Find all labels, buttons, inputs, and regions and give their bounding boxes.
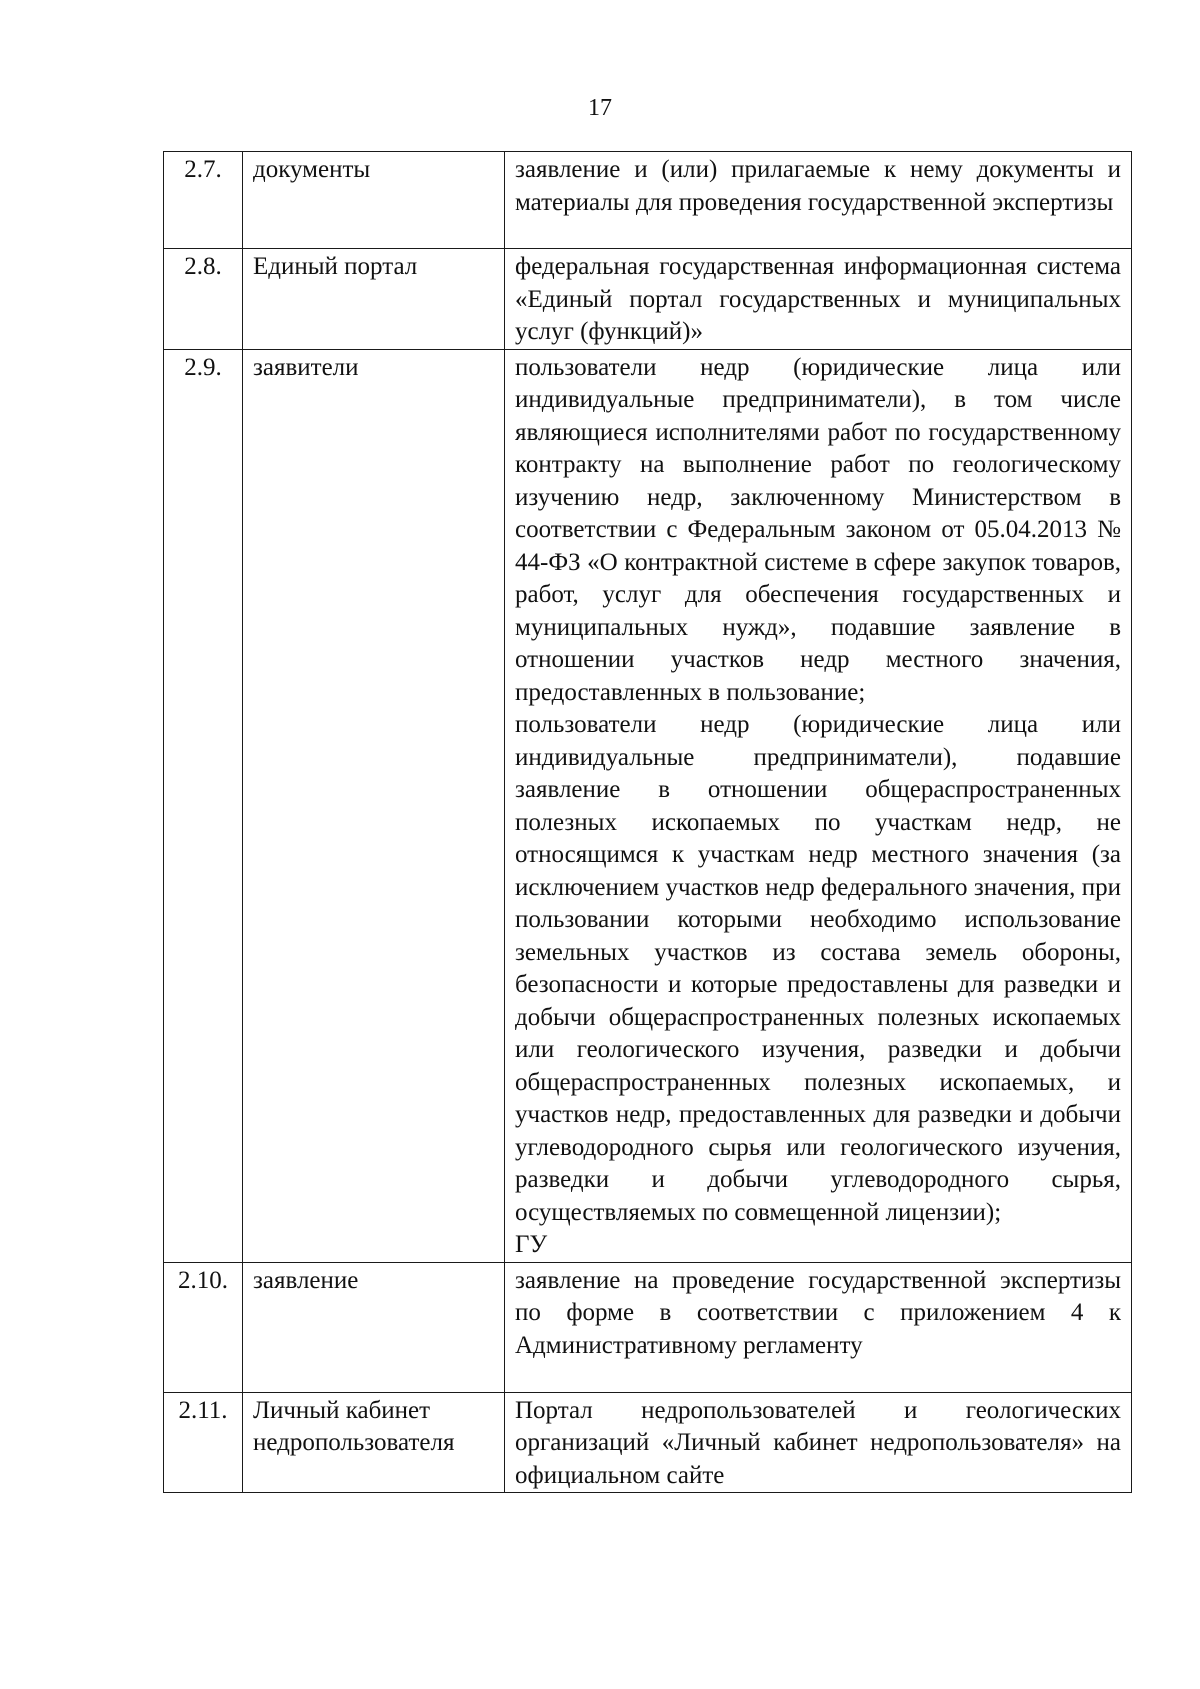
row-definition xyxy=(505,349,1132,1262)
definition-paragraph: пользователи недр (юридические лица или индивидуальные предприниматели), подавшие заявление в отношении общераспространенных полезных ископаемых по участкам недр, не относящимся к участкам недр местного значения (за исключением участков недр федерального значения, при пользовании которыми необходимо использование земельных участков из состава земель обороны, безопасности и которые предоставлены для разведки и добычи общераспространенных полезных ископаемых или геологического изучения, разведки и добычи общераспространенных полезных ископаемых, и участков недр, предоставленных для разведки и добычи углеводородного сырья или геологического изучения, разведки и добычи углеводородного сырья, осуществляемых по совмещенной лицензии); xyxy=(515,711,1121,1226)
definition-paragraph: Портал недропользователей и геологических организаций «Личный кабинет недропользователя» на официальном сайте xyxy=(515,1396,1121,1489)
term-text: Единый портал xyxy=(253,253,418,280)
term-text: заявители xyxy=(253,353,359,381)
row-number: 2.9. xyxy=(164,349,243,1262)
row-number: 2.11. xyxy=(164,1392,243,1493)
row-number: 2.10. xyxy=(164,1262,243,1392)
term-text: недропользователя xyxy=(253,1429,455,1456)
definitions-table xyxy=(163,151,1132,1493)
table-row xyxy=(164,1392,1132,1493)
row-definition xyxy=(505,249,1132,350)
definition-paragraph: заявление и (или) прилагаемые к нему документы и материалы для проведения государственной экспертизы xyxy=(515,156,1121,216)
row-definition xyxy=(505,1262,1132,1392)
page-number: 17 xyxy=(588,95,612,121)
table-row xyxy=(164,152,1132,249)
term-text: документы xyxy=(253,156,371,183)
table-row xyxy=(164,1262,1132,1392)
table-row xyxy=(164,349,1132,1262)
row-definition xyxy=(505,1392,1132,1493)
row-definition xyxy=(505,152,1132,249)
definition-paragraph: ГУ xyxy=(515,1231,548,1258)
row-term xyxy=(243,1262,505,1392)
definition-paragraph: пользователи недр (юридические лица или индивидуальные предприниматели), в том числе являющиеся исполнителями работ по государственному контракту на выполнение работ по геологическому изучению недр, заключенному Министерством в соответствии с Федеральным законом от 05.04.2013 № 44-ФЗ «О контрактной системе в сфере закупок товаров, работ, услуг для обеспечения государственных и муниципальных нужд», подавшие заявление в отношении участков недр местного значения, предоставленных в пользование; xyxy=(515,353,1121,706)
definition-paragraph: федеральная государственная информационная система «Единый портал государственных и муниципальных услуг (функций)» xyxy=(515,253,1121,345)
row-term xyxy=(243,1392,505,1493)
term-text: Личный кабинет xyxy=(253,1396,431,1424)
definition-paragraph: заявление на проведение государственной экспертизы по форме в соответствии с приложением 4 к Административному регламенту xyxy=(515,1266,1121,1359)
table-row xyxy=(164,249,1132,350)
row-term xyxy=(243,152,505,249)
row-number: 2.7. xyxy=(164,152,243,249)
row-number: 2.8. xyxy=(164,249,243,350)
row-term xyxy=(243,249,505,350)
row-term xyxy=(243,349,505,1262)
term-text: заявление xyxy=(253,1266,359,1294)
